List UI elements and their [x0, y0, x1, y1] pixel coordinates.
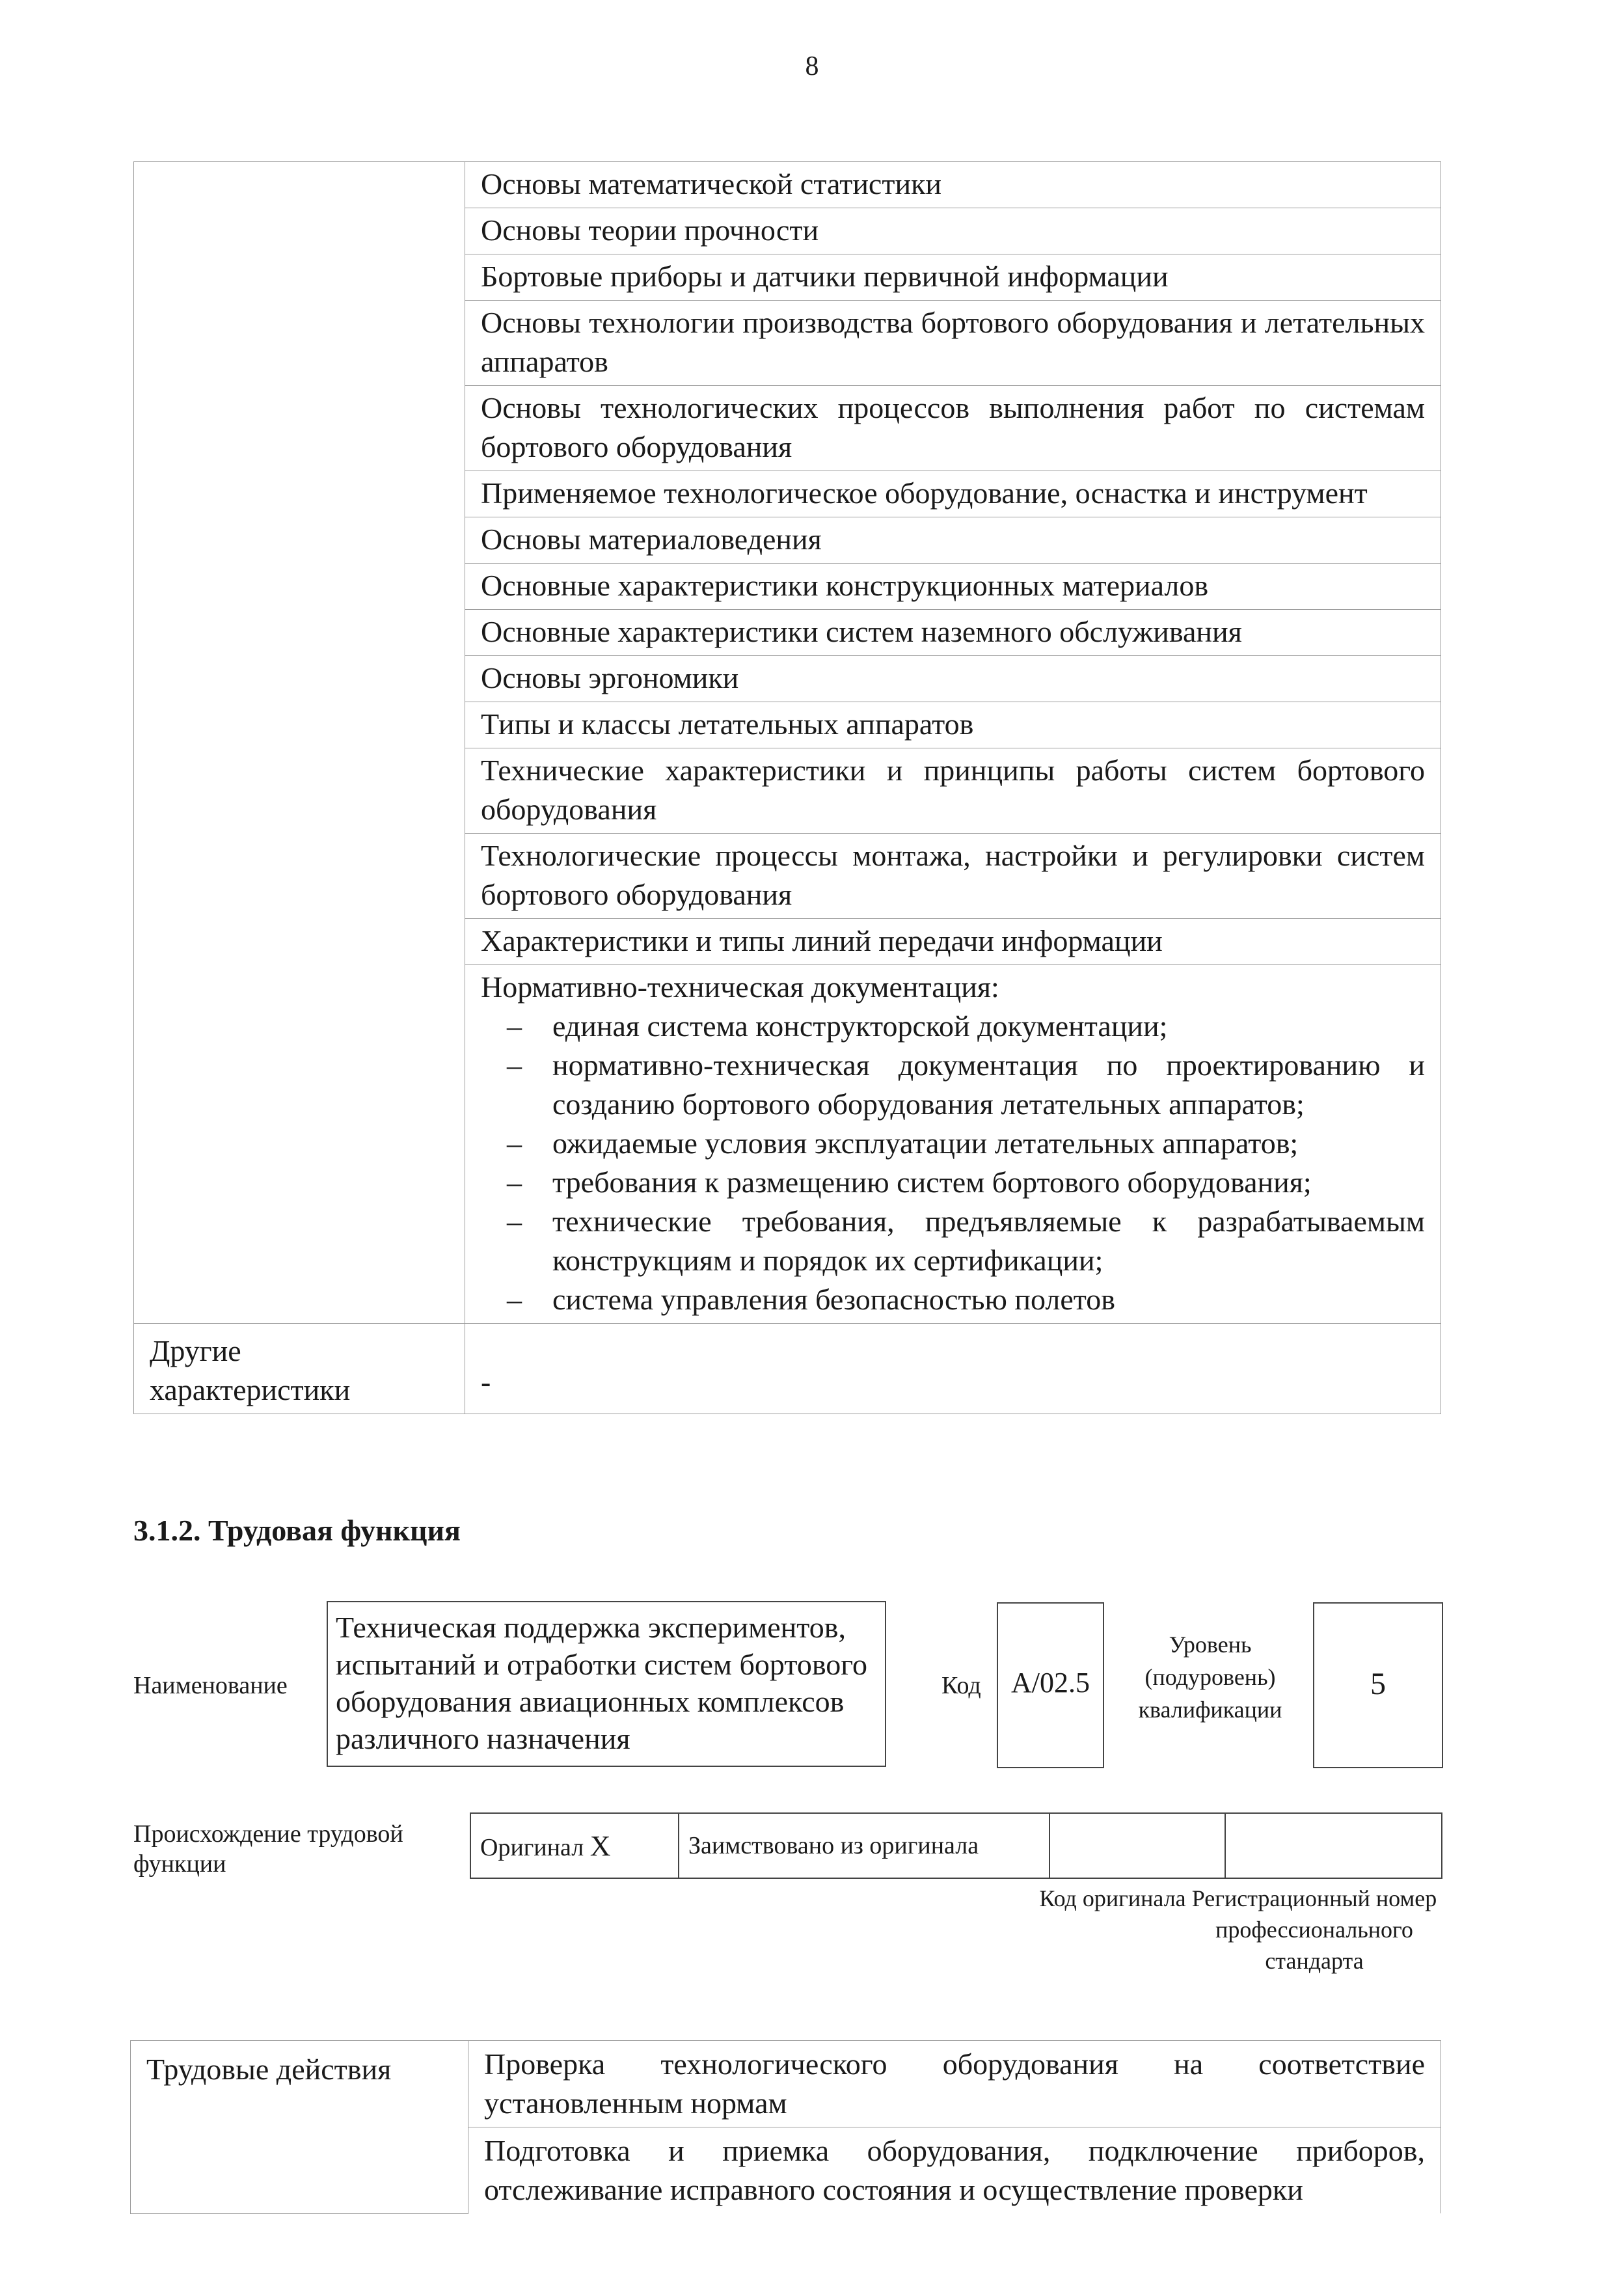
knowledge-item: Применяемое технологическое оборудование, оснастка и инструмент: [465, 471, 1441, 517]
actions-table: [130, 2040, 1441, 2214]
docs-heading: Нормативно-техническая документация:: [481, 970, 999, 1004]
code-label: Код: [941, 1672, 981, 1699]
table-row: [131, 2041, 1441, 2127]
action-item: Подготовка и приемка оборудования, подключение приборов, отслеживание исправного состояния и осуществление проверки: [468, 2127, 1441, 2214]
origin-original-cell: [470, 1813, 679, 1878]
function-code-box: A/02.5: [997, 1602, 1104, 1768]
knowledge-item: Технические характеристики и принципы работы систем бортового оборудования: [465, 748, 1441, 834]
name-label: Наименование: [133, 1672, 288, 1699]
origin-borrowed-cell: Заимствовано из оригинала: [679, 1813, 1049, 1878]
knowledge-item: Основы эргономики: [465, 656, 1441, 702]
knowledge-item: Основные характеристики систем наземного обслуживания: [465, 610, 1441, 656]
docs-list: [481, 1007, 1425, 1319]
origin-label: Происхождение трудовой функции: [133, 1820, 403, 1878]
other-value: [465, 1324, 1441, 1414]
other-label: Другие характеристики: [134, 1324, 465, 1414]
table-row: [134, 1324, 1441, 1414]
list-item: – нормативно-техническая документация по проектированию и созданию бортового оборудования летательных аппаратов;: [481, 1046, 1425, 1124]
origin-mark: X: [589, 1829, 611, 1862]
list-item: – требования к размещению систем бортового оборудования;: [481, 1163, 1425, 1202]
knowledge-item: Основы теории прочности: [465, 208, 1441, 254]
origin-table: [470, 1812, 1442, 1879]
knowledge-item: Основы материаловедения: [465, 517, 1441, 564]
knowledge-item: Технологические процессы монтажа, настройки и регулировки систем бортового оборудования: [465, 834, 1441, 919]
knowledge-item: Типы и классы летательных аппаратов: [465, 702, 1441, 748]
knowledge-item: Бортовые приборы и датчики первичной информации: [465, 254, 1441, 301]
level-label: Уровень (подуровень) квалификации: [1138, 1632, 1282, 1723]
knowledge-item: Основы математической статистики: [465, 162, 1441, 208]
knowledge-table: [133, 161, 1441, 1414]
page-number: 8: [805, 51, 819, 81]
section-title: 3.1.2. Трудовая функция: [133, 1514, 461, 1547]
table-row: [134, 162, 1441, 208]
table-row: [470, 1813, 1442, 1878]
function-name-box: Техническая поддержка экспериментов, испытаний и отработки систем бортового оборудования авиационных комплексов различного назначения: [327, 1601, 886, 1767]
knowledge-item: Основы технологических процессов выполнения работ по системам бортового оборудования: [465, 386, 1441, 471]
action-item: Проверка технологического оборудования на соответствие установленным нормам: [468, 2041, 1441, 2127]
list-item: – единая система конструкторской документации;: [481, 1007, 1425, 1046]
list-item: – система управления безопасностью полетов: [481, 1280, 1425, 1319]
knowledge-item: Характеристики и типы линий передачи информации: [465, 919, 1441, 965]
knowledge-item: Основы технологии производства бортового оборудования и летательных аппаратов: [465, 301, 1441, 386]
origin-reg-caption: Регистрационный номер профессионального стандарта: [1191, 1885, 1437, 1974]
origin-code-caption: Код оригинала: [1039, 1885, 1186, 1911]
table-cell-empty: [134, 162, 465, 1324]
other-value-text: -: [481, 1365, 491, 1399]
origin-code-cell: [1049, 1813, 1225, 1878]
origin-reg-cell: [1225, 1813, 1442, 1878]
function-level-box: 5: [1313, 1602, 1443, 1768]
list-item: – технические требования, предъявляемые к разрабатываемым конструкциям и порядок их сертификации;: [481, 1202, 1425, 1280]
knowledge-item: Основные характеристики конструкционных материалов: [465, 564, 1441, 610]
origin-original-label: Оригинал: [480, 1833, 584, 1861]
list-item: – ожидаемые условия эксплуатации летательных аппаратов;: [481, 1124, 1425, 1163]
actions-label: Трудовые действия: [131, 2041, 468, 2214]
docs-cell: [465, 965, 1441, 1324]
